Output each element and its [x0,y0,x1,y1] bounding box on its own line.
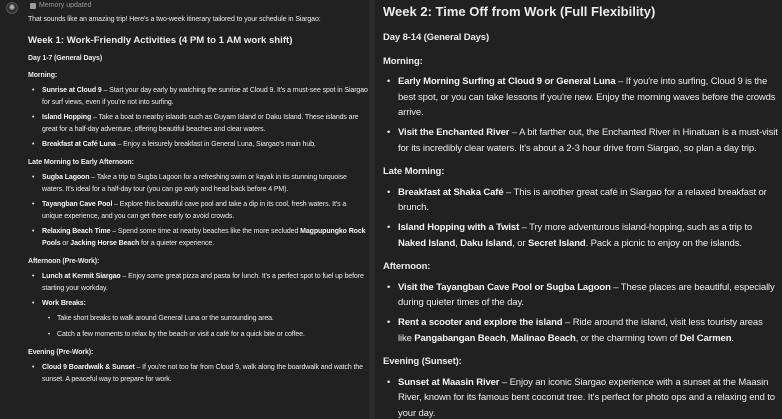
item-text: – If you're into surfing, Cloud 9 is the best spot, or you can take lessons if you're new. Enjoy the morning waves before the crowds arrive. [398,76,776,118]
highlight-text: Secret Island [528,237,586,249]
highlight-text: Sunset at Maasin River [398,376,500,388]
highlight-text: Rent a scooter and explore the island [398,317,563,328]
list-item [28,298,368,341]
memory-updated-indicator[interactable] [30,1,92,11]
highlight-text: Lunch at Kermit Siargao [42,273,121,280]
highlight-text: Magpupungko Rock Pools [42,228,366,247]
subheading-afternoon-pre-work: Afternoon (Pre-Work): [28,258,100,265]
section-heading: Week 1: Work-Friendly Activities (4 PM to 1 AM work shift) [28,35,293,46]
highlight-text: Jacking Horse Beach [70,240,140,247]
highlight-text: Island Hopping [42,114,92,121]
subheading-day-8-14-general-days: Day 8-14 (General Days) [383,32,490,43]
highlight-text: Naked Island [398,237,456,249]
list-item [28,226,368,250]
activity-list [383,280,779,347]
list-item [28,362,368,386]
item-text: – Try more adventurous island-hopping, such as a trip to [519,222,753,233]
item-text: – A bit farther out, the Enchanted River in Hinatuan is a must-visit for its incredibly clear waters. It's about a 2-3 hour drive from Siargao, so plan a day trip. [398,127,778,154]
list-item [383,220,779,251]
activity-list [383,185,779,252]
subheading-evening-sunset: Evening (Sunset): [383,356,462,367]
subheading-evening-pre-work: Evening (Pre-Work): [28,349,94,356]
highlight-text: Work Breaks: [42,300,86,307]
highlight-text: Daku Island [460,237,513,249]
list-item [383,280,779,311]
subheading-late-morning: Late Morning: [383,166,445,177]
item-text: – Take a trip to Sugba Lagoon for a refreshing swim or kayak in its stunning turquoise waters. It's ideal for a half-day tour (you can go early and head back before 4 PM). [42,174,347,193]
item-text: – If you're not too far from Cloud 9, walk along the boardwalk and watch the sunset. A peaceful way to prepare for work. [42,364,363,383]
highlight-text: Early Morning Surfing at Cloud 9 or General Luna [398,76,616,87]
highlight-text: Relaxing Beach Time [42,228,111,235]
item-text: – Enjoy some great pizza and pasta for lunch. It's a perfect spot to fuel up before starting your workday. [42,273,364,292]
chat-panel-week2 [375,0,782,419]
item-text: Take short breaks to walk around General Luna or the surrounding area. [57,315,274,322]
highlight-text: Island Hopping with a Twist [398,222,520,233]
item-text: – These places are beautiful, especially during quieter times of the day. [398,281,775,308]
memory-icon [30,3,36,9]
item-text: – Enjoy an iconic Siargao experience with a sunset at the Maasin River, known for its famous bent coconut tree. It's perfect for photo ops and a relaxing end to your day. [398,376,775,419]
activity-list [28,85,368,151]
list-item [28,112,368,136]
highlight-text: Sunrise at Cloud 9 [42,87,102,94]
item-text: for a quieter experience. [139,240,215,247]
highlight-text: Visit the Enchanted River [398,127,510,138]
section-heading: Week 2: Time Off from Work (Full Flexibility) [383,4,656,19]
subheading-afternoon: Afternoon: [383,261,431,272]
nested-list [42,313,368,341]
activity-list [28,362,368,386]
list-item [28,199,368,223]
assistant-avatar-icon: ✺ [6,2,18,14]
list-item [28,85,368,109]
activity-list [383,375,779,419]
item-text: . Pack a picnic to enjoy on the islands. [585,237,742,249]
highlight-text: Del Carmen [679,332,732,344]
highlight-text: Cloud 9 Boardwalk & Sunset [42,364,135,371]
list-item [383,125,779,156]
highlight-text: Malinao Beach [510,332,576,344]
highlight-text: Visit the Tayangban Cave Pool or Sugba Lagoon [398,281,611,293]
list-item [28,139,368,151]
item-text: . [731,332,734,344]
memory-updated-label: Memory updated [39,2,92,9]
highlight-text: Breakfast at Shaka Café [398,186,504,198]
highlight-text: Breakfast at Café Luna [42,141,116,148]
subheading-morning: Morning: [383,55,423,67]
highlight-text: Pangabangan Beach [414,332,506,344]
subheading-day-1-7-general-days: Day 1-7 (General Days) [28,55,103,62]
list-item [42,329,368,341]
intro-text: That sounds like an amazing trip! Here's a two-week itinerary tailored to your schedule in Siargao: [28,16,321,23]
list-item [28,172,368,196]
list-item [383,315,779,346]
list-item [383,185,779,216]
activity-list [28,172,368,250]
item-text: – Take a boat to nearby islands such as Guyam Island or Daku Island. These islands are great for a half-day adventure, offering beautiful beaches and clear waters. [42,114,359,133]
subheading-late-morning-to-early-afternoon: Late Morning to Early Afternoon: [28,159,134,166]
activity-list [28,271,368,341]
list-item [383,375,779,419]
item-text: , [455,237,461,249]
item-text: – Explore this beautiful cave pool and take a dip in its cool, fresh waters. It's a unique experience, and you can get there early to avoid crowds. [42,201,347,220]
chat-panel-week1 [0,0,369,419]
item-text: – Ride around the island, visit less touristy areas like [398,317,763,344]
item-text: , [505,332,511,344]
message-content [383,2,779,419]
list-item [383,74,779,121]
list-item [42,313,368,325]
item-text: – Enjoy a leisurely breakfast in General Luna, Siargao's main hub. [115,141,316,148]
item-text: , or [512,237,528,249]
item-text: or [60,240,71,247]
item-text: – Start your day early by watching the sunrise at Cloud 9. It's a must-see spot in Siargao for surf views, even if you're not into surfing. [42,87,368,106]
item-text: – This is another great café in Siargao for a relaxed breakfast or brunch. [398,186,767,213]
item-text: Catch a few moments to relax by the beach or visit a café for a quick bite or coffee. [57,331,305,338]
message-content [28,14,368,392]
highlight-text: Tayangban Cave Pool [42,201,113,208]
item-text: – Spend some time at nearby beaches like the more secluded [110,228,301,235]
item-text: , or the charming town of [575,332,680,344]
highlight-text: Sugba Lagoon [42,174,90,181]
subheading-morning: Morning: [28,72,58,79]
activity-list [383,74,779,156]
list-item [28,271,368,295]
